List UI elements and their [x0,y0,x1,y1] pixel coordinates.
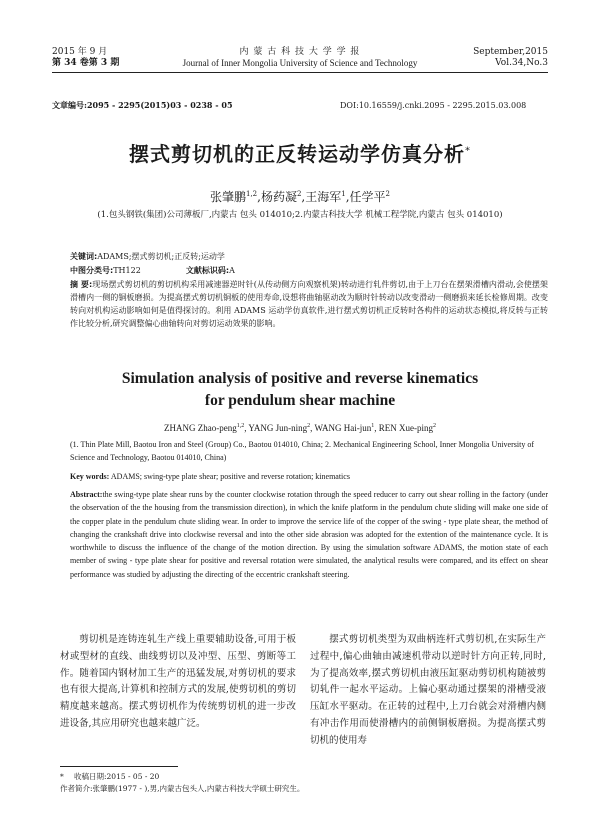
journal-name-en: Journal of Inner Mongolia University of Science and Technology [182,58,418,68]
received-date: 收稿日期:2015 - 05 - 20 [74,772,160,781]
author-en-2: , YANG Jun-ning [244,423,308,433]
author-2-affil: 2 [296,190,302,198]
author-en-3-affil: 1 [371,423,375,429]
header-volume: 第 34 卷第 3 期 [52,58,120,68]
abstract-cn [70,278,548,330]
author-en-2-affil: 2 [307,423,311,429]
doi: DOI:10.16559/j.cnki.2095 - 2295.2015.03.008 [340,101,527,110]
header-volume-en: Vol.34,No.3 [495,58,548,68]
article-number: 文章编号:2095 - 2295(2015)03 - 0238 - 05 [52,100,233,110]
paper-title-cn-text: 摆式剪切机的正反转运动学仿真分析 [129,142,465,166]
author-4: ,任学平 [345,190,386,204]
footnote-rule [60,766,178,767]
affiliations-cn: (1.包头钢铁(集团)公司薄板厂,内蒙古 包头 014010;2.内蒙古科技大学 机械工程学院,内蒙古 包头 014010) [97,210,503,220]
footnote-mark: * [60,772,64,781]
abstract-en [70,488,548,581]
doc-code: A [229,266,235,275]
author-en-4-affil: 2 [432,423,436,429]
abstract-en-label: Abstract: [70,490,103,499]
journal-name-cn: 内 蒙 古 科 技 大 学 学 报 [239,47,361,57]
body-column-left [60,632,296,733]
header-date: 2015 年 9 月 [52,47,108,57]
body-paragraph-mechanism: 摆式剪切机类型为双曲柄连杆式剪切机,在实际生产过程中,偏心曲轴由减速机带动以逆时针方向正转,同时,为了提高效率,摆式剪切机由液压缸驱动剪切机构随被剪切轧件一起水平运动。上偏心驱动通过摆架的滑槽受液压缸水平驱动。在正转的过程中,上刀台就会对滑槽内侧有冲击作用而使滑槽内的前侧铜板磨损。为提高摆式剪切机的使用寿 [310,634,546,746]
keywords-cn-label: 关键词: [70,252,98,261]
abstract-cn-text: 现场摆式剪切机的剪切机构采用减速器逆时针(从传动侧方向观察机架)转动进行轧件剪切,由于上刀台在摆架滑槽内滑动,会使摆架滑槽内一侧的铜板磨损。为提高摆式剪切机铜板的使用寿命,设想将曲轴驱动改为顺时针转动以改变滑动一侧磨损来延长检修周期。改变转向对机构运动影响如何是值得探讨的。利用 ADAMS 运动学仿真软件,进行摆式剪切机正反转时各构件的运动状态模拟,将反转与正转作比较分析,研究调整偏心曲轴转向对剪切运动效果的影响。 [70,280,549,328]
body-paragraph-intro: 剪切机是连铸连轧生产线上重要辅助设备,可用于板材或型材的直线、曲线剪切以及冲型、压型、剪断等工作。随着国内钢材加工生产的迅猛发展,对剪切机的要求也有很大提高,计算机和控制方式的发展,使剪切机的剪切精度越来越高。摆式剪切机作为传统剪切机的进一步改进设备,其应用研究也越来越广泛。 [60,634,296,729]
authors-cn [0,188,600,205]
author-1: 张肇鹏 [209,190,246,204]
abstract-en-text: the swing-type plate shear runs by the counter clockwise rotation through the speed reducer to carry out shear rolling in the factory (under the observation of the the housing from the transmission direction), in which the knife platform in the pendulum chute sliding will make one side of the copper plate in the pendulum chute sliding wear. In order to improve the service life of the copper of the swing - type plate shear, the method of changing the crankshaft drive into clockwise reversal and into the other side abrasion was adopted for the extention of the maintenance cycle. It is worthwhile to discuss the influence of the change of the motion direction. By using the simulation software ADAMS, the motion state of each member of swing - type plate shear for positive and reversal rotation were simulated, the analytical results were compared, and its effect on shear performance was studied by adjusting the directing of the eccentric crankshaft steering. [70,490,548,579]
footnote-author-bio: 作者简介:张肇鹏(1977 - ),男,内蒙古包头人,内蒙古科技大学硕士研究生。 [60,784,305,793]
footnote [60,771,540,795]
paper-title-cn [0,138,600,167]
journal-date-volume-en [473,47,548,69]
keywords-en-line [70,472,548,481]
title-footnote-mark: * [465,145,471,157]
author-en-1: ZHANG Zhao-peng [164,423,237,433]
header-date-en: September,2015 [473,47,548,57]
paper-title-en-line1: Simulation analysis of positive and reverse kinematics [121,370,479,387]
authors-en [0,423,600,433]
body-column-right [310,632,546,750]
footnote-received [60,771,540,783]
author-3-affil: 1 [341,190,346,198]
clc-code: TH122 [113,266,141,275]
classification-line [70,264,548,277]
clc-label: 中图分类号: [70,266,114,275]
keywords-cn: ADAMS;摆式剪切机;正反转;运动学 [97,252,225,261]
author-en-1-affil: 1,2 [236,423,245,429]
paper-title-en-line2: for pendulum shear machine [204,392,396,409]
header-rule [52,72,548,73]
affiliations-en: (1. Thin Plate Mill, Baotou Iron and Steel (Group) Co., Baotou 014010, China; 2. Mechanical Engineering School, Inner Mongolia University of Science and Technology, Baotou 014010, China) [70,440,534,462]
keywords-en: ADAMS; swing-type plate shear; positive and reverse rotation; kinematics [110,472,350,481]
keywords-cn-line [70,250,548,263]
author-en-4: , REN Xue-ping [374,423,433,433]
doc-code-label: 文献标识码: [185,266,230,275]
author-4-affil: 2 [385,190,391,198]
keywords-en-label: Key words: [70,472,110,481]
author-1-affil: 1,2 [245,190,258,198]
abstract-cn-label: 摘 要: [70,280,93,289]
author-3: ,王海军 [301,190,342,204]
author-2: ,杨药凝 [257,190,297,204]
paper-title-en [0,368,600,412]
author-en-3: , WANG Hai-jun [310,423,372,433]
